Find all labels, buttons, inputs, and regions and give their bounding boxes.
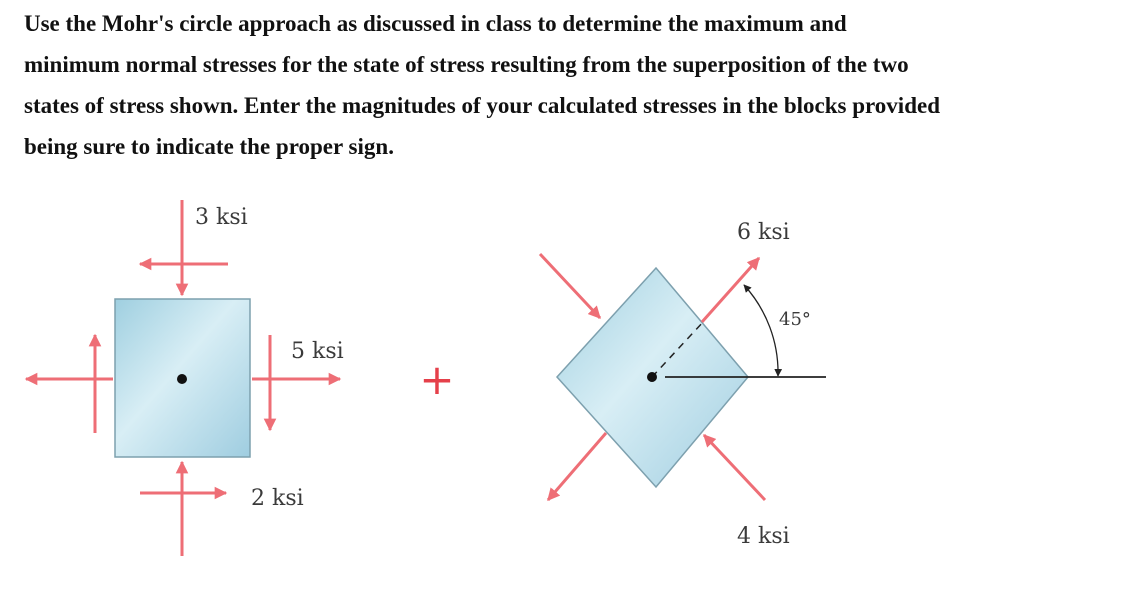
superposition-plus-sign: + — [419, 355, 455, 404]
label-3-ksi: 3 ksi — [195, 205, 248, 230]
problem-line-2: minimum normal stresses for the state of stress resulting from the superposition of the two — [24, 52, 909, 77]
tension-arrow-upper-right — [702, 258, 759, 322]
stress-state-a — [26, 200, 344, 556]
label-2-ksi: 2 ksi — [251, 486, 304, 511]
label-45-degrees: 45° — [779, 309, 811, 330]
stress-state-b — [540, 220, 826, 549]
center-point-b — [647, 372, 657, 382]
compression-arrow-lower-right — [704, 435, 765, 500]
center-point — [177, 374, 187, 384]
compression-arrow-upper-left — [540, 254, 600, 318]
problem-line-3: states of stress shown. Enter the magnitudes of your calculated stresses in the blocks provided — [24, 93, 940, 118]
problem-line-1: Use the Mohr's circle approach as discussed in class to determine the maximum and — [24, 11, 847, 36]
label-6-ksi: 6 ksi — [737, 220, 790, 245]
label-5-ksi: 5 ksi — [291, 339, 344, 364]
tension-arrow-lower-left — [548, 433, 606, 500]
label-4-ksi: 4 ksi — [737, 524, 790, 549]
problem-line-4: being sure to indicate the proper sign. — [24, 134, 394, 159]
angle-arc — [744, 285, 778, 376]
